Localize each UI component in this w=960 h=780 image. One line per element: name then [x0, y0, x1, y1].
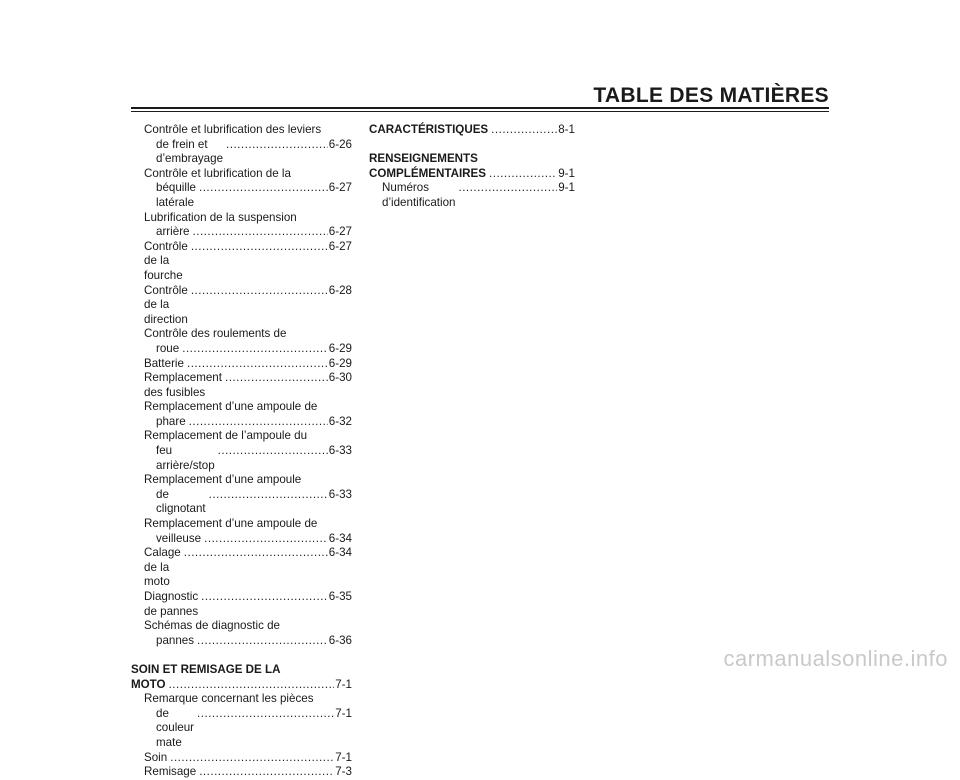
- toc-entry-title: Contrôle de la fourche: [144, 239, 188, 282]
- watermark: carmanualsonline.info: [723, 646, 948, 671]
- toc-entry-title: Remplacement d’une ampoule de: [144, 400, 318, 414]
- page-number: 8-1: [558, 123, 575, 136]
- title-rule-thin: [131, 111, 829, 112]
- toc-entry-title: Remplacement des fusibles: [144, 371, 222, 399]
- toc-entry-line: [144, 225, 352, 240]
- dot-leader: [170, 751, 334, 766]
- dot-leader: [201, 590, 328, 605]
- toc-entry-title-cont: arrière: [156, 225, 190, 239]
- toc-entry-title: Remplacement d’une ampoule: [144, 473, 302, 487]
- toc-entry-title: Numéros d’identification: [382, 181, 456, 209]
- toc-entry[interactable]: [131, 167, 352, 211]
- toc-entry-line: [144, 634, 352, 649]
- dot-leader: [209, 488, 328, 503]
- toc-entry-line: [144, 444, 352, 473]
- page-number: 6-29: [328, 356, 352, 370]
- toc-entry-title: Soin: [144, 750, 168, 764]
- dot-leader: [197, 634, 328, 649]
- toc-entry[interactable]: [131, 619, 352, 648]
- toc-entry-title: Diagnostic de pannes: [144, 590, 199, 618]
- toc-entry-title: Remarque concernant les pièces: [144, 692, 314, 706]
- toc-entry-title: Lubrification de la suspension: [144, 210, 297, 224]
- toc-entry[interactable]: [131, 546, 352, 590]
- toc-entry[interactable]: [131, 692, 352, 750]
- toc-entry-title-cont: pannes: [156, 633, 195, 647]
- toc-entry-title: Remisage: [144, 765, 197, 779]
- toc-entry-line: [144, 181, 352, 210]
- toc-entry-line: [144, 415, 352, 430]
- page-number: 7-1: [335, 677, 352, 691]
- toc-entry-title: Schémas de diagnostic de: [144, 619, 280, 633]
- page-number: 9-1: [558, 181, 575, 195]
- toc-entry-line: [144, 240, 352, 284]
- page-number: 6-34: [328, 531, 352, 545]
- dot-leader: [187, 357, 328, 372]
- toc-entry-title-cont: MOTO: [131, 677, 166, 691]
- page-title: TABLE DES MATIÈRES: [593, 84, 829, 107]
- page-number: 6-27: [328, 225, 352, 239]
- toc-entry[interactable]: [131, 123, 352, 167]
- dot-leader: [218, 444, 328, 459]
- page-number: 6-29: [328, 341, 352, 355]
- dot-leader: [226, 138, 328, 153]
- toc-entry-title: Remplacement d’une ampoule de: [144, 517, 318, 531]
- toc-section-entry[interactable]: [369, 123, 575, 138]
- toc-entry[interactable]: [131, 400, 352, 429]
- dot-leader: [204, 532, 328, 547]
- toc-entry-line: [382, 181, 575, 210]
- toc-entry[interactable]: [131, 327, 352, 356]
- toc-entry-title-cont: béquille latérale: [156, 181, 196, 209]
- toc-entry-title-cont: de clignotant: [156, 487, 206, 516]
- toc-entry-line: [144, 707, 352, 751]
- spacer: [131, 648, 352, 663]
- toc-entry-title: Remplacement de l’ampoule du: [144, 429, 308, 443]
- dot-leader: [184, 546, 328, 561]
- toc-entry-title: SOIN ET REMISAGE DE LA: [131, 662, 281, 676]
- toc-entry-line: [144, 546, 352, 590]
- page-number: 6-35: [328, 590, 352, 603]
- page-number: 6-26: [328, 137, 352, 151]
- page-number: 6-32: [328, 414, 352, 428]
- dot-leader: [169, 678, 335, 693]
- dot-leader: [199, 765, 334, 780]
- page-number: 7-3: [335, 765, 352, 779]
- toc-entry[interactable]: [131, 240, 352, 284]
- dot-leader: [193, 225, 328, 240]
- dot-leader: [225, 371, 328, 386]
- toc-entry-title: Contrôle de la direction: [144, 283, 188, 326]
- toc-entry[interactable]: [131, 211, 352, 240]
- page-number: 6-33: [328, 444, 352, 458]
- toc-entry-title-cont: roue: [156, 341, 180, 355]
- toc-entry-line: [144, 371, 352, 400]
- toc-entry-line: [369, 167, 575, 182]
- page-number: 6-34: [328, 546, 352, 560]
- toc-section-entry[interactable]: [369, 152, 575, 181]
- toc-entry-title-cont: feu arrière/stop: [156, 444, 215, 472]
- page-number: 6-27: [328, 181, 352, 195]
- toc-entry[interactable]: [131, 284, 352, 328]
- toc-entry-line: [369, 123, 575, 138]
- toc-entry-title: Contrôle et lubrification de la: [144, 166, 291, 180]
- title-rule-thick: [131, 107, 829, 109]
- page-number: 9-1: [558, 166, 575, 180]
- toc-entry[interactable]: [131, 517, 352, 546]
- toc-entry-title-cont: phare: [156, 414, 186, 428]
- toc-entry-line: [144, 138, 352, 167]
- toc-entry-line: [144, 590, 352, 619]
- toc-entry[interactable]: [131, 357, 352, 372]
- toc-entry-line: [144, 751, 352, 766]
- page-number: 7-1: [335, 706, 352, 720]
- dot-leader: [199, 181, 328, 196]
- toc-entry-line: [131, 678, 352, 693]
- toc-entry-line: [144, 357, 352, 372]
- page-number: 6-33: [328, 487, 352, 501]
- toc-entry-title-cont: COMPLÉMENTAIRES: [369, 166, 487, 180]
- toc-entry-line: [144, 765, 352, 780]
- toc-right-column: [369, 123, 575, 211]
- toc-entry-title: Contrôle et lubrification des leviers: [144, 123, 322, 136]
- toc-entry-title-cont: veilleuse: [156, 531, 202, 545]
- toc-entry-line: [144, 532, 352, 547]
- toc-entry-title: CARACTÉRISTIQUES: [369, 123, 489, 136]
- toc-entry[interactable]: [131, 473, 352, 517]
- toc-entry[interactable]: [131, 429, 352, 473]
- dot-leader: [189, 415, 328, 430]
- dot-leader: [458, 181, 557, 196]
- page-number: 6-28: [328, 283, 352, 297]
- page-number: 6-30: [328, 371, 352, 385]
- dot-leader: [191, 240, 328, 255]
- toc-entry[interactable]: [131, 371, 352, 400]
- toc-entry[interactable]: [131, 590, 352, 619]
- dot-leader: [182, 342, 328, 357]
- page-number: 6-27: [328, 239, 352, 253]
- toc-entry-line: [144, 342, 352, 357]
- toc-entry-title-cont: de couleur mate: [156, 706, 195, 749]
- toc-entry[interactable]: [131, 751, 352, 766]
- page-number: 6-36: [328, 633, 352, 647]
- toc-entry-title: Batterie: [144, 356, 184, 370]
- toc-entry[interactable]: [369, 181, 575, 210]
- toc-entry-title: Contrôle des roulements de: [144, 327, 287, 341]
- toc-entry[interactable]: [131, 765, 352, 780]
- toc-section-entry[interactable]: [131, 663, 352, 692]
- toc-left-column: [131, 123, 352, 780]
- toc-entry-title: Calage de la moto: [144, 546, 181, 589]
- toc-entry-line: [144, 284, 352, 328]
- toc-entry-title-cont: de frein et d’embrayage: [156, 137, 224, 166]
- dot-leader: [491, 123, 557, 138]
- toc-entry-line: [144, 488, 352, 517]
- dot-leader: [489, 167, 557, 182]
- dot-leader: [191, 284, 328, 299]
- dot-leader: [197, 707, 334, 722]
- toc-entry-title: RENSEIGNEMENTS: [369, 152, 478, 166]
- page-number: 7-1: [335, 750, 352, 764]
- spacer: [369, 138, 575, 153]
